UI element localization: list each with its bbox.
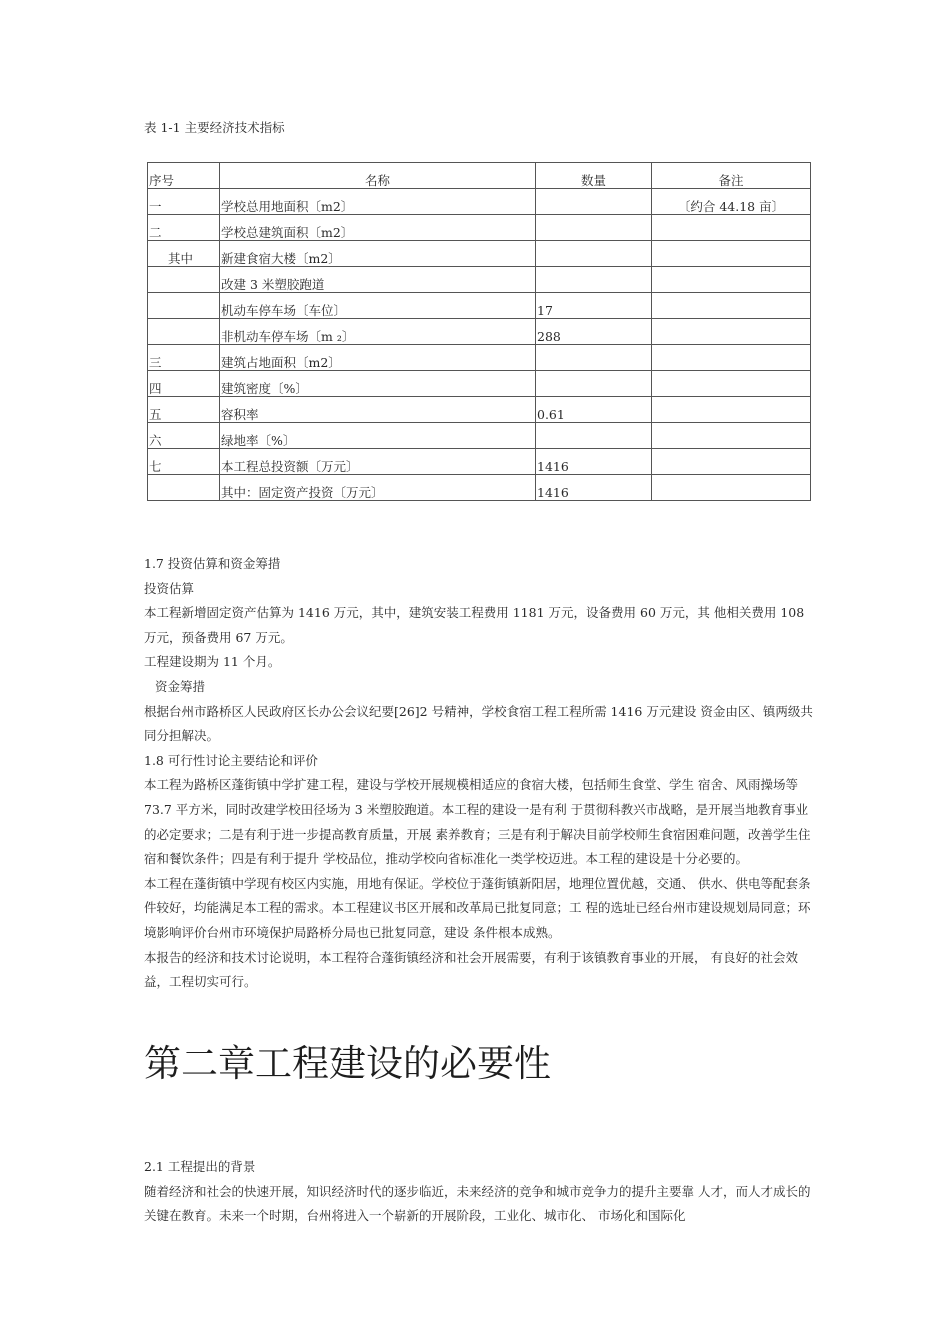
subheading: 资金筹措 <box>155 678 206 694</box>
paragraph: 本工程新增固定资产估算为 1416 万元，其中，建筑安装工程费用 1181 万元，设备费用 60 万元，其 他相关费用 108 万元，预备费用 67 万元。 <box>144 605 805 645</box>
table-cell <box>652 241 811 267</box>
header-cell: 名称 <box>220 163 536 189</box>
table-cell: 四 <box>148 371 220 397</box>
table-cell <box>652 423 811 449</box>
table-row <box>148 293 811 319</box>
subheading: 投资估算 <box>144 580 195 596</box>
table-row <box>148 345 811 371</box>
table-cell <box>652 371 811 397</box>
table-cell <box>652 319 811 345</box>
table-row <box>148 241 811 267</box>
header-cell: 备注 <box>652 163 811 189</box>
table-row <box>148 189 811 215</box>
table-cell: 1416 <box>536 449 652 475</box>
table-cell <box>652 293 811 319</box>
section-2-1 <box>144 1155 816 1229</box>
paragraph: 工程建设期为 11 个月。 <box>144 654 281 670</box>
table-cell: 17 <box>536 293 652 319</box>
table-row <box>148 475 811 501</box>
table-caption: 表 1-1 主要经济技术指标 <box>144 120 285 135</box>
table-cell: 新建食宿大楼〔m2〕 <box>220 241 536 267</box>
table-header-row <box>148 163 811 189</box>
table-cell: 学校总用地面积〔m2〕 <box>220 189 536 215</box>
table-cell: 其中 <box>148 241 220 267</box>
indicator-table <box>147 162 811 501</box>
body-text <box>144 552 816 995</box>
table-cell: 其中：固定资产投资〔万元〕 <box>220 475 536 501</box>
table-cell <box>652 215 811 241</box>
table-cell <box>536 241 652 267</box>
table-cell <box>148 293 220 319</box>
table-cell: 改建 3 米塑胶跑道 <box>220 267 536 293</box>
table-cell <box>652 397 811 423</box>
table-cell <box>536 215 652 241</box>
paragraph: 本报告的经济和技术讨论说明，本工程符合蓬街镇经济和社会开展需要，有利于该镇教育事业的开展， 有良好的社会效益，工程切实可行。 <box>144 949 798 990</box>
table-cell <box>536 423 652 449</box>
paragraph: 随着经济和社会的快速开展，知识经济时代的逐步临近，未来经济的竞争和城市竞争力的提升主要靠 人才，而人才成长的关键在教育。未来一个时期，台州将进入一个崭新的开展阶段，工业化、城市化、 市场化和国际化 <box>144 1183 811 1224</box>
section-heading: 1.7 投资估算和资金筹措 <box>144 556 281 571</box>
table-cell <box>652 449 811 475</box>
table-cell: 学校总建筑面积〔m2〕 <box>220 215 536 241</box>
table-cell: 绿地率〔%〕 <box>220 423 536 449</box>
table-cell <box>652 267 811 293</box>
table-cell: 本工程总投资额〔万元〕 <box>220 449 536 475</box>
table-cell: 建筑密度〔%〕 <box>220 371 536 397</box>
paragraph: 根据台州市路桥区人民政府区长办公会议纪要[26]2 号精神，学校食宿工程工程所需 1416 万元建设 资金由区、镇两级共同分担解决。 <box>144 703 813 744</box>
table-cell: 六 <box>148 423 220 449</box>
table-cell: 1416 <box>536 475 652 501</box>
table-cell <box>652 475 811 501</box>
table-cell <box>536 371 652 397</box>
table-cell <box>148 267 220 293</box>
table-cell: 0.61 <box>536 397 652 423</box>
table-cell <box>536 267 652 293</box>
chapter-title: 第二章工程建设的必要性 <box>144 1042 551 1085</box>
table-cell <box>148 475 220 501</box>
section-heading: 1.8 可行性讨论主要结论和评价 <box>144 752 318 768</box>
table-row <box>148 215 811 241</box>
table-cell: 五 <box>148 397 220 423</box>
table-cell: 一 <box>148 189 220 215</box>
table-row <box>148 423 811 449</box>
table-cell <box>536 189 652 215</box>
table-cell: 288 <box>536 319 652 345</box>
table-row <box>148 319 811 345</box>
header-cell: 序号 <box>148 163 220 189</box>
paragraph: 本工程在蓬街镇中学现有校区内实施，用地有保证。学校位于蓬街镇新阳居，地理位置优越，交通、 供水、供电等配套条件较好，均能满足本工程的需求。本工程建议书区开展和改革局已批复同意；工 程的选址已经台州市建设规划局同意；环境影响评价台州市环境保护局路桥分局也已批复同意，建设 条件根本成熟。 <box>144 875 811 940</box>
header-cell: 数量 <box>536 163 652 189</box>
table-cell: 七 <box>148 449 220 475</box>
table-cell: 建筑占地面积〔m2〕 <box>220 345 536 371</box>
table-cell: 〔约合 44.18 亩〕 <box>652 189 811 215</box>
table-row <box>148 449 811 475</box>
section-heading: 2.1 工程提出的背景 <box>144 1159 256 1174</box>
table-cell <box>536 345 652 371</box>
table-cell: 三 <box>148 345 220 371</box>
table-cell: 非机动车停车场〔m ₂〕 <box>220 319 536 345</box>
table-cell <box>652 345 811 371</box>
paragraph: 本工程为路桥区蓬街镇中学扩建工程，建设与学校开展规模相适应的食宿大楼，包括师生食堂、学生 宿舍、风雨操场等 73.7 平方米，同时改建学校田径场为 3 米塑胶跑道。本工程的建设一是有利 于贯彻科教兴市战略，是开展当地教育事业的必定要求；二是有利于进一步提高教育质量，开展 素养教育；三是有利于解决目前学校师生食宿困难问题，改善学生住宿和餐饮条件；四是有利于提升 学校品位，推动学校向省标准化一类学校迈进。本工程的建设是十分必要的。 <box>144 777 811 867</box>
table-cell: 机动车停车场〔车位〕 <box>220 293 536 319</box>
table-row <box>148 371 811 397</box>
table-row <box>148 267 811 293</box>
table-cell <box>148 319 220 345</box>
table-row <box>148 397 811 423</box>
table-cell: 容积率 <box>220 397 536 423</box>
table-cell: 二 <box>148 215 220 241</box>
